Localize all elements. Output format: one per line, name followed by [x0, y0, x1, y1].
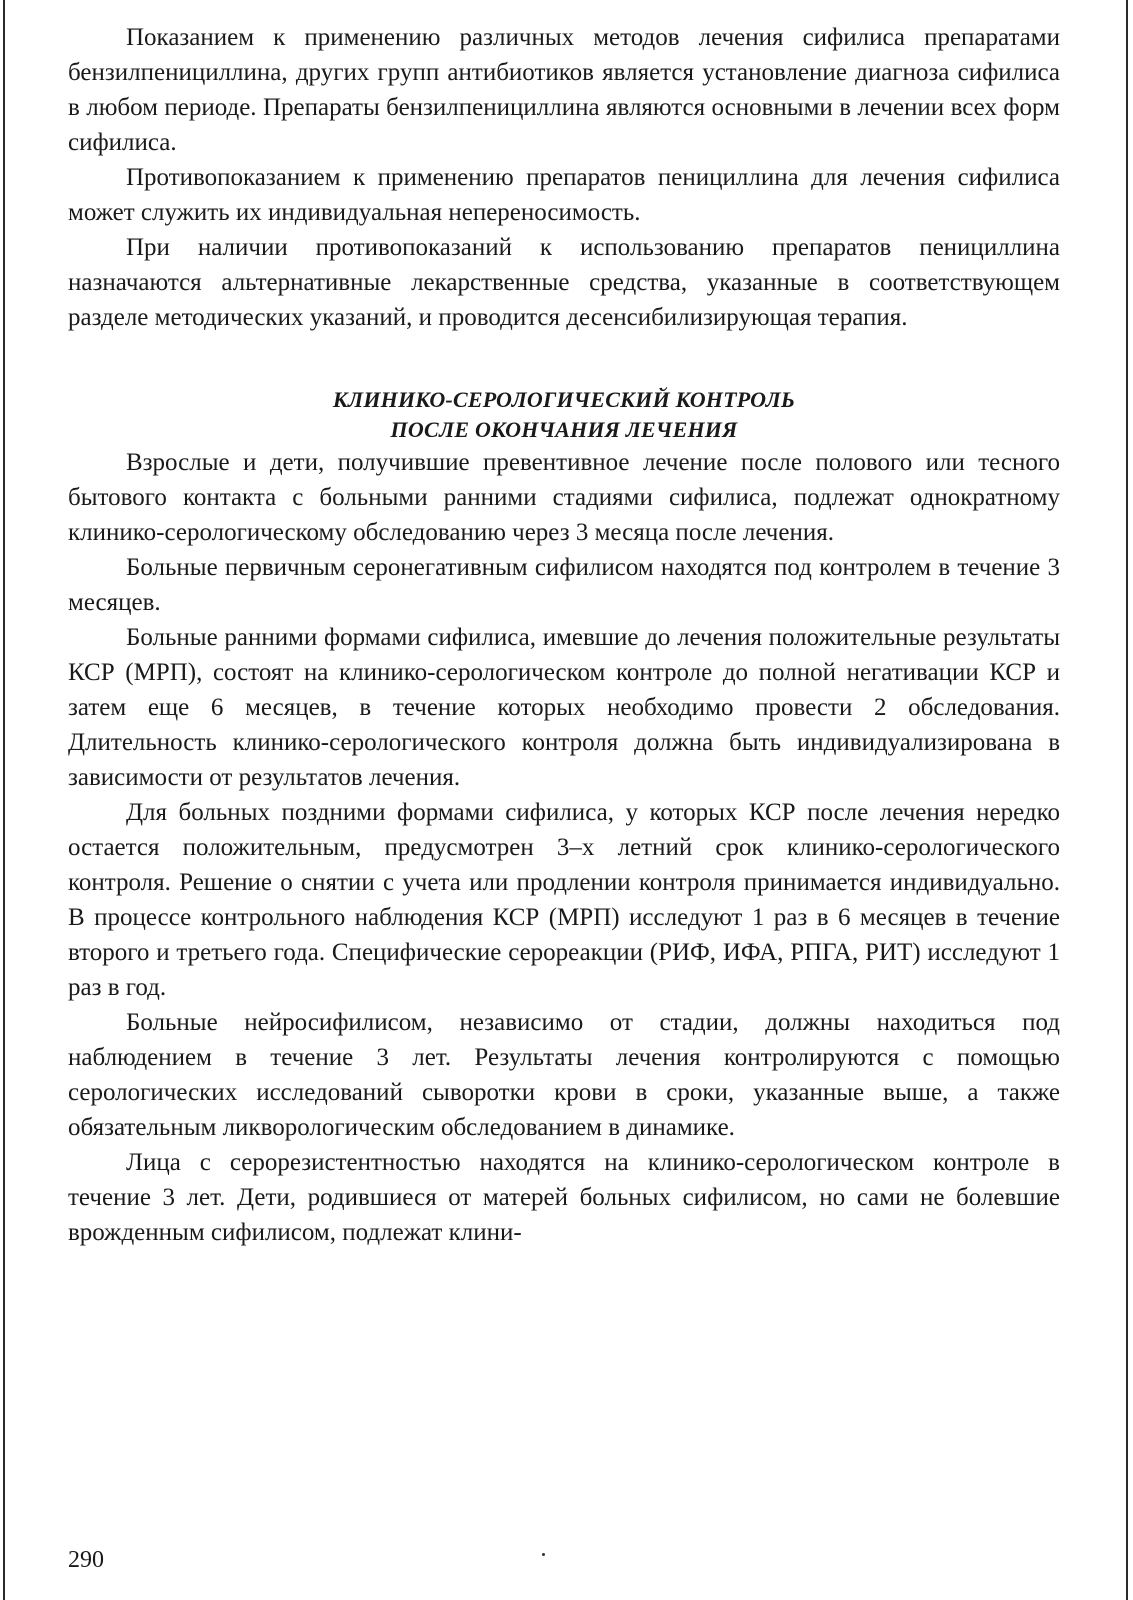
paragraph-late-forms: Для больных поздними формами сифилиса, у которых КСР после лечения нередко остается положительным, предусмотрен 3–х летний срок клинико-серологического контроля. Решение о снятии с учета или продлении контроля принимается индивидуально. В процессе контрольного наблюдения КСР (МРП) исследуют 1 раз в 6 месяцев в течение второго и третьего года. Специфические серореакции (РИФ, ИФА, РПГА, РИТ) исследуют 1 раз в год.: [68, 799, 1060, 1001]
scan-speck: [542, 1553, 545, 1556]
paragraph-primary-seronegative: Больные первичным серонегативным сифилисом находятся под контролем в течение 3 месяцев.: [68, 554, 1060, 616]
paragraph-contraindications: Противопоказанием к применению препаратов пенициллина для лечения сифилиса может служить их индивидуальная непереносимость.: [68, 164, 1060, 226]
paragraph-seroresistance: Лица с серорезистентностью находятся на клинико-серологическом контроле в течение 3 лет. Дети, родившиеся от матерей больных сифилисом, но сами не болевшие врожденным сифилисом, подлежат клини-: [68, 1149, 1060, 1246]
paragraph-indications: Показанием к применению различных методов лечения сифилиса препаратами бензилпенициллина, других групп антибиотиков является установление диагноза сифилиса в любом периоде. Препараты бензилпенициллина являются основными в лечении всех форм сифилиса.: [68, 24, 1060, 156]
section-heading-line1: КЛИНИКО-СЕРОЛОГИЧЕСКИЙ КОНТРОЛЬ: [332, 387, 796, 412]
section-heading: [68, 385, 1060, 445]
paragraph-alternatives: При наличии противопоказаний к использованию препаратов пенициллина назначаются альтернативные лекарственные средства, указанные в соответствующем разделе методических указаний, и проводится десенсибилизирующая терапия.: [68, 234, 1060, 331]
section-gap: [68, 335, 1060, 385]
paragraph-neurosyphilis: Больные нейросифилисом, независимо от стадии, должны находиться под наблюдением в течение 3 лет. Результаты лечения контролируются с помощью серологических исследований сыворотки крови в сроки, указанные выше, а также обязательным ликворологическим обследованием в динамике.: [68, 1009, 1060, 1141]
paragraph-early-forms: Больные ранними формами сифилиса, имевшие до лечения положительные результаты КСР (МРП), состоят на клинико-серологическом контроле до полной негативации КСР и затем еще 6 месяцев, в течение которых необходимо провести 2 обследования. Длительность клинико-серологического контроля должна быть индивидуализирована в зависимости от результатов лечения.: [68, 624, 1060, 791]
page-border-left: [3, 0, 5, 1600]
page-number: 290: [68, 1547, 104, 1573]
section-heading-line2: ПОСЛЕ ОКОНЧАНИЯ ЛЕЧЕНИЯ: [390, 417, 738, 442]
page-border-right: [1126, 0, 1128, 1600]
page-content: [68, 20, 1060, 1250]
paragraph-preventive: Взрослые и дети, получившие превентивное лечение после полового или тесного бытового контакта с больными ранними стадиями сифилиса, подлежат однократному клинико-серологическому обследованию через 3 месяца после лечения.: [68, 449, 1060, 546]
